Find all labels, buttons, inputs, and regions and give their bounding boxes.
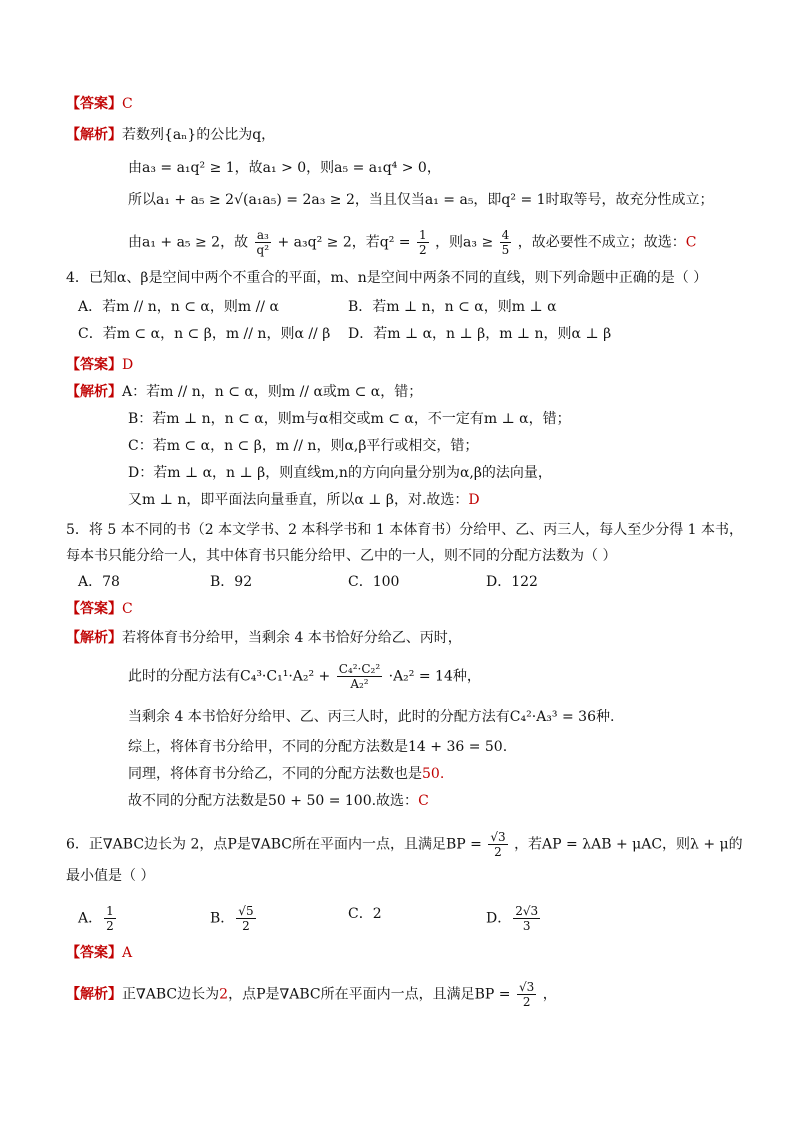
q3-answer-line	[66, 94, 133, 114]
q3-line1: 由a₃ = a₁q² ≥ 1，故a₁ > 0，则a₅ = a₁q⁴ > 0，	[128, 160, 441, 176]
q6-option-a-fraction	[104, 904, 116, 933]
q5-fraction	[337, 662, 382, 691]
q4-answer-value: D	[122, 357, 134, 373]
q3-line3-pre: 由a₁ + a₅ ≥ 2，故	[128, 234, 249, 251]
q5-answer-line	[66, 599, 133, 619]
q6-option-d-num: 2√3	[515, 904, 539, 918]
q5-analysis-4: 综上，将体育书分给甲，不同的分配方法数是14 + 36 = 50.	[128, 739, 508, 755]
q3-frac3-den: 5	[501, 243, 510, 257]
q6-analysis-mid: ，点P是∇ABC所在平面内一点，且满足BP =	[228, 986, 511, 1003]
q3-frac3-num: 4	[501, 228, 510, 242]
q6-stem-line2: 最小值是（ ）	[66, 868, 155, 884]
q6-analysis-val: 2	[219, 986, 229, 1003]
q5-analysis-6	[128, 791, 429, 811]
q4-analysis-b: B：若m ⊥ n，n ⊂ α，则m与α相交或m ⊂ α，不一定有m ⊥ α，错；	[128, 411, 571, 427]
q6-option-c: C．2	[348, 906, 382, 922]
q6-option-d	[486, 904, 542, 933]
q4-analysis-line	[66, 382, 422, 402]
analysis-label: 【解析】	[66, 630, 122, 646]
q3-frac-num: a₃	[255, 228, 272, 243]
q5-analysis-2	[128, 662, 481, 691]
q6-option-b-den: 2	[242, 919, 250, 933]
analysis-label: 【解析】	[66, 127, 122, 143]
q6-analysis-post: ，	[542, 986, 557, 1003]
answer-label: 【答案】	[66, 601, 122, 617]
q3-line3-mid2: ，则a₃ ≥	[435, 234, 494, 251]
q6-analysis-frac-den: 2	[522, 995, 531, 1009]
q6-analysis-pre: 正∇ABC边长为	[122, 986, 220, 1003]
q3-analysis-line	[66, 125, 275, 145]
q4-option-b: B．若m ⊥ n，n ⊂ α，则m ⊥ α	[348, 299, 557, 315]
q6-stem-frac-den: 2	[494, 845, 502, 859]
q5-analysis-1: 若将体育书分给甲，当剩余 4 本书恰好分给乙、丙时，	[122, 630, 462, 646]
q3-fraction-2	[417, 228, 429, 257]
q5-analysis-2-post: ·A₂² = 14种，	[388, 668, 481, 685]
q4-analysis-d: D：若m ⊥ α，n ⊥ β，则直线m,n的方向向量分别为α,β的法向量，	[128, 465, 552, 481]
q6-option-d-label: D．	[486, 910, 512, 927]
q3-frac2-den: 2	[418, 243, 427, 257]
q5-option-a: A．78	[78, 574, 120, 590]
q6-analysis-fraction	[517, 980, 536, 1009]
q6-stem-line1	[66, 830, 743, 859]
analysis-label: 【解析】	[66, 384, 122, 400]
q6-answer-line	[66, 943, 132, 963]
q5-frac-den: A₂²	[350, 677, 369, 691]
q3-fraction	[255, 228, 272, 257]
q5-analysis-5-val: 50.	[422, 766, 445, 782]
q3-line3-end: C	[685, 234, 697, 251]
q3-line3-post: ，故必要性不成立；故选：	[517, 234, 686, 251]
answer-label: 【答案】	[66, 945, 122, 961]
q3-line2: 所以a₁ + a₅ ≥ 2√(a₁a₅) = 2a₃ ≥ 2，当且仅当a₁ = a₅，即q² = 1时取等号，故充分性成立；	[128, 192, 714, 208]
q5-analysis-end: C	[418, 793, 429, 809]
q4-answer-line	[66, 355, 133, 375]
q4-analysis-a: A：若m // n，n ⊂ α，则m // α或m ⊂ α，错；	[122, 384, 423, 400]
q6-stem-frac-num: √3	[490, 830, 506, 844]
q3-fraction-3	[500, 228, 512, 257]
q6-option-d-fraction	[513, 904, 540, 933]
q6-option-a-label: A．	[78, 910, 103, 927]
q5-analysis-line	[66, 628, 462, 648]
q6-option-a-den: 2	[106, 919, 114, 933]
answer-label: 【答案】	[66, 357, 122, 373]
q4-option-c: C．若m ⊂ α，n ⊂ β，m // n，则α // β	[78, 326, 331, 342]
q3-analysis-intro: 若数列{aₙ}的公比为q，	[122, 127, 276, 143]
q4-analysis-c: C：若m ⊂ α，n ⊂ β，m // n，则α,β平行或相交，错；	[128, 438, 479, 454]
q4-analysis-end: D	[468, 492, 480, 508]
q5-analysis-2-pre: 此时的分配方法有C₄³·C₁¹·A₂² +	[128, 668, 331, 685]
q6-option-b-fraction	[236, 904, 255, 933]
q6-option-d-den: 3	[522, 919, 531, 933]
q6-stem-fraction	[488, 830, 507, 859]
answer-label: 【答案】	[66, 96, 122, 112]
q4-analysis-d2	[128, 490, 480, 510]
q3-line3	[128, 228, 696, 257]
q5-analysis-5	[128, 764, 444, 784]
q6-analysis-line	[66, 980, 557, 1009]
q6-stem-post: ，若AP = λAB + μAC，则λ + μ的	[514, 836, 743, 853]
q5-option-d: D．122	[486, 574, 538, 590]
q6-option-b-num: √5	[238, 904, 254, 918]
q6-option-a	[78, 904, 118, 933]
q6-option-a-num: 1	[106, 904, 114, 918]
q4-option-a: A．若m // n，n ⊂ α，则m // α	[78, 299, 279, 315]
q6-analysis-frac-num: √3	[519, 980, 535, 994]
q4-stem: 4．已知α、β是空间中两个不重合的平面，m、n是空间中两条不同的直线，则下列命题中正确的是（ ）	[66, 270, 708, 286]
q5-frac-num: C₄²·C₂²	[338, 662, 381, 676]
q3-line3-mid: + a₃q² ≥ 2，若q² =	[277, 234, 411, 251]
q5-stem-line1: 5．将 5 本不同的书（2 本文学书、2 本科学书和 1 本体育书）分给甲、乙、丙三人，每人至少分得 1 本书，	[66, 522, 744, 538]
q4-option-d: D．若m ⊥ α，n ⊥ β，m ⊥ n，则α ⊥ β	[348, 326, 612, 342]
q3-frac-den: q²	[256, 243, 270, 257]
q6-stem-pre: 6．正∇ABC边长为 2，点P是∇ABC所在平面内一点，且满足BP =	[66, 836, 482, 853]
q5-option-b: B．92	[210, 574, 253, 590]
q5-analysis-6-text: 故不同的分配方法数是50 + 50 = 100.故选：	[128, 793, 419, 809]
q5-answer-value: C	[122, 601, 133, 617]
q3-answer-value: C	[122, 96, 133, 112]
q6-option-b	[210, 904, 258, 933]
q4-analysis-d2-text: 又m ⊥ n，即平面法向量垂直，所以α ⊥ β，对.故选：	[128, 492, 469, 508]
q5-option-c: C．100	[348, 574, 400, 590]
analysis-label: 【解析】	[66, 986, 122, 1003]
q3-frac2-num: 1	[418, 228, 427, 242]
q6-answer-value: A	[122, 945, 133, 961]
q5-analysis-3: 当剩余 4 本书恰好分给甲、乙、丙三人时，此时的分配方法有C₄²·A₃³ = 36种.	[128, 709, 615, 725]
q5-stem-line2: 每本书只能分给一人，其中体育书只能分给甲、乙中的一人，则不同的分配方法数为（ ）	[66, 548, 617, 564]
q6-option-b-label: B．	[210, 910, 235, 927]
q5-analysis-5-pre: 同理，将体育书分给乙，不同的分配方法数也是	[128, 766, 422, 782]
